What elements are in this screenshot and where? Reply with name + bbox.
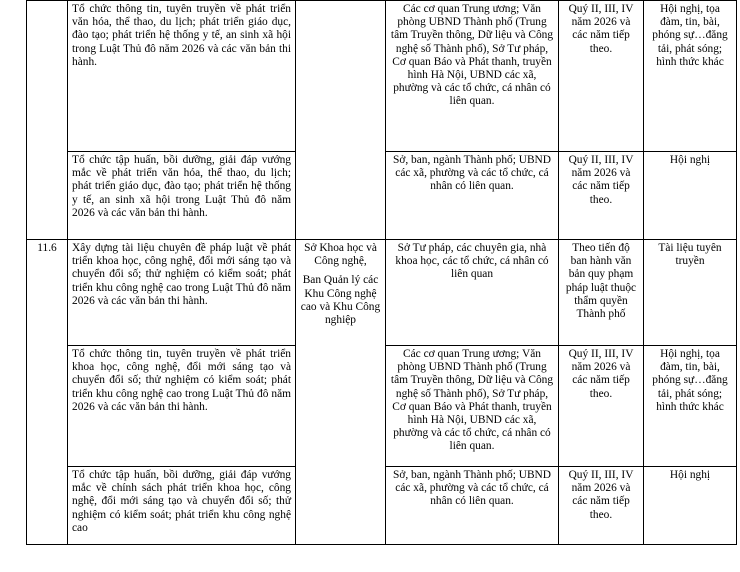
stt-cell: 11.6 <box>27 240 68 545</box>
content-cell: Tổ chức tập huấn, bồi dưỡng, giải đáp vướng mắc về chính sách phát triển khoa học, công nghệ, đổi mới sáng tạo và chuyển đổi số; thử nghiệm có kiểm soát; phát triển khu công nghệ cao <box>68 467 296 545</box>
lead-agency-cell <box>296 1 386 240</box>
time-cell: Quý II, III, IV năm 2026 và các năm tiếp theo. <box>559 1 644 152</box>
coordinate-cell: Sở, ban, ngành Thành phố; UBND các xã, phường và các tổ chức, cá nhân có liên quan. <box>386 467 559 545</box>
time-cell: Quý II, III, IV năm 2026 và các năm tiếp theo. <box>559 467 644 545</box>
form-cell: Hội nghị <box>644 152 737 240</box>
form-cell: Hội nghị <box>644 467 737 545</box>
lead-agency-2: Ban Quản lý các Khu Công nghệ cao và Khu Công nghiệp <box>300 274 381 327</box>
plan-table <box>26 0 737 545</box>
form-cell: Hội nghị, tọa đàm, tin, bài, phóng sự…đăng tải, phát sóng; hình thức khác <box>644 346 737 467</box>
form-cell: Hội nghị, tọa đàm, tin, bài, phóng sự…đăng tải, phát sóng; hình thức khác <box>644 1 737 152</box>
content-cell: Tổ chức thông tin, tuyên truyền về phát triển khoa học, công nghệ, đổi mới sáng tạo và chuyển đổi số; thử nghiệm có kiểm soát; phát triển khu công nghệ cao trong Luật Thủ đô năm 2026 và các văn bản thi hành. <box>68 346 296 467</box>
stt-cell <box>27 1 68 240</box>
table-row <box>27 1 737 152</box>
content-cell: Tổ chức tập huấn, bồi dưỡng, giải đáp vướng mắc về phát triển văn hóa, thể thao, du lịch; phát triển giáo dục, đào tạo; phát triển hệ thống y tế, an sinh xã hội trong Luật Thủ đô năm 2026 và các văn bản thi hành. <box>68 152 296 240</box>
content-cell: Tổ chức thông tin, tuyên truyền về phát triển văn hóa, thể thao, du lịch; phát triển giáo dục, đào tạo; phát triển hệ thống y tế, an sinh xã hội trong Luật Thủ đô năm 2026 và các văn bản thi hành. <box>68 1 296 152</box>
time-cell: Quý II, III, IV năm 2026 và các năm tiếp theo. <box>559 152 644 240</box>
document-page <box>26 0 736 541</box>
coordinate-cell: Các cơ quan Trung ương; Văn phòng UBND Thành phố (Trung tâm Truyền thông, Dữ liệu và Công nghệ số Thành phố), Sở Tư pháp, Cơ quan Báo và Phát thanh, truyền hình Hà Nội, UBND các xã, phường và các tổ chức, cá nhân có liên quan. <box>386 1 559 152</box>
coordinate-cell: Các cơ quan Trung ương; Văn phòng UBND Thành phố (Trung tâm Truyền thông, Dữ liệu và Công nghệ số Thành phố), Sở Tư pháp, Cơ quan Báo và Phát thanh, truyền hình Hà Nội, UBND các xã, phường và các tổ chức, cá nhân có liên quan. <box>386 346 559 467</box>
time-cell: Quý II, III, IV năm 2026 và các năm tiếp theo. <box>559 346 644 467</box>
coordinate-cell: Sở, ban, ngành Thành phố; UBND các xã, phường và các tổ chức, cá nhân có liên quan. <box>386 152 559 240</box>
form-cell: Tài liệu tuyên truyền <box>644 240 737 346</box>
content-cell: Xây dựng tài liệu chuyên đề pháp luật về phát triển khoa học, công nghệ, đổi mới sáng tạo và chuyển đổi số; thử nghiệm có kiểm soát; phát triển khu công nghệ cao trong Luật Thủ đô năm 2026 và các văn bản thi hành. <box>68 240 296 346</box>
time-cell: Theo tiến độ ban hành văn bản quy phạm pháp luật thuộc thẩm quyền Thành phố <box>559 240 644 346</box>
lead-agency-cell <box>296 240 386 545</box>
coordinate-cell: Sở Tư pháp, các chuyên gia, nhà khoa học, các tổ chức, cá nhân có liên quan <box>386 240 559 346</box>
lead-agency-1: Sở Khoa học và Công nghệ, <box>304 242 377 268</box>
table-row <box>27 240 737 346</box>
